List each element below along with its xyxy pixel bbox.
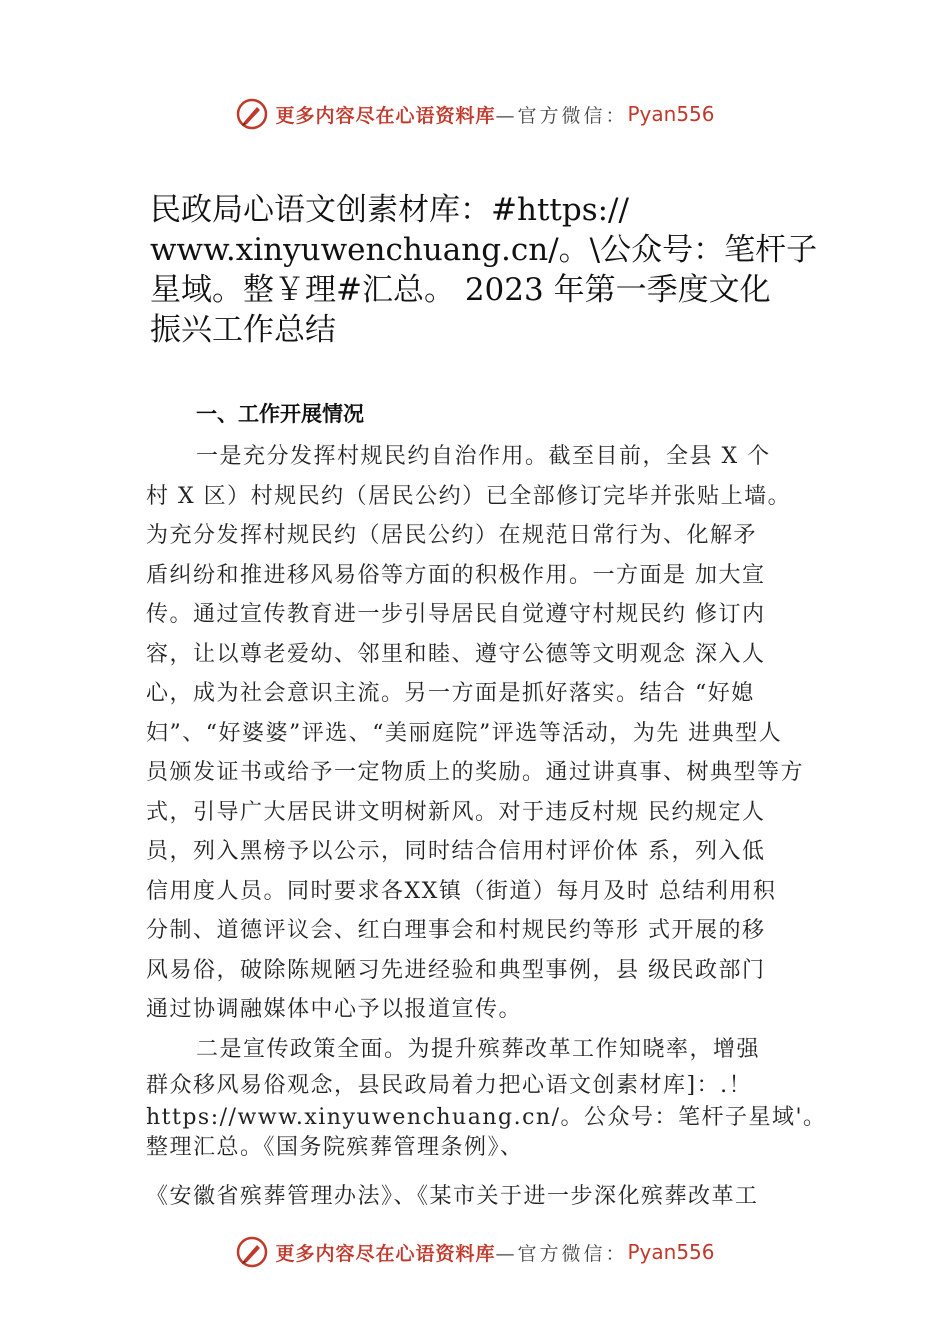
title-line: 星域。整￥理#汇总。 2023 年第一季度文化: [150, 272, 771, 308]
banner-text: 更多内容尽在心语资料库: [275, 1242, 496, 1265]
paragraph-line: 为充分发挥村规民约（居民公约）在规范日常行为、化解矛: [146, 523, 758, 548]
paragraph-line: 群众移风易俗观念，县民政局着力把心语文创素材库]：.！: [146, 1073, 753, 1098]
banner-text: 更多内容尽在心语资料库: [275, 104, 496, 127]
paragraph-line: 二是宣传政策全面。为提升殡葬改革工作知晓率，增强: [196, 1036, 761, 1062]
paragraph-line: 心，成为社会意识主流。另一方面是抓好落实。结合 “好媳: [146, 681, 755, 706]
footer-banner: [0, 1232, 950, 1272]
title-line: 振兴工作总结: [150, 312, 336, 348]
paragraph-line: 员颁发证书或给予一定物质上的奖励。通过讲真事、树典型等方: [146, 760, 805, 785]
document-title: [150, 190, 850, 350]
pen-logo-icon: [235, 97, 269, 131]
paragraph-line: 盾纠纷和推进移风易俗等方面的积极作用。一方面是 加大宣: [146, 562, 766, 588]
paragraph-line: 传。通过宣传教育进一步引导居民自觉遵守村规民约 修订内: [146, 602, 766, 627]
paragraph-line: 一是充分发挥村规民约自治作用。截至目前，全县 X 个: [196, 444, 771, 469]
banner-wechat-id: Pyan556: [627, 1240, 715, 1264]
banner-official-label: —官方微信：: [495, 104, 628, 127]
header-banner: [0, 94, 950, 134]
paragraph-line: 整理汇总。《国务院殡葬管理条例》、: [146, 1135, 524, 1160]
paragraph-line: 分制、道德评议会、红白理事会和村规民约等形 式开展的移: [146, 918, 766, 943]
title-line: 民政局心语文创素材库：#https://: [150, 192, 629, 228]
paragraph-line: 员，列入黑榜予以公示，同时结合信用村评价体 系，列入低: [146, 839, 766, 864]
paragraph-line: 妇”、“好婆婆”评选、“美丽庭院”评选等活动，为先 进典型人: [146, 720, 783, 746]
paragraph-line: 式，引导广大居民讲文明树新风。对于违反村规 民约规定人: [146, 799, 766, 825]
title-line: www.xinyuwenchuang.cn/。\公众号：笔杆子: [150, 232, 818, 268]
banner-wechat-id: Pyan556: [627, 102, 715, 126]
banner-official-label: —官方微信：: [495, 1242, 628, 1265]
body-text: [146, 437, 836, 1069]
section-heading: 一、工作开展情况: [196, 402, 364, 426]
paragraph-line: 村 X 区）村规民约（居民公约）已全部修订完毕并张贴上墙。: [146, 483, 792, 509]
paragraph-line: 风易俗，破除陈规陋习先进经验和典型事例，县 级民政部门: [146, 957, 766, 983]
paragraph-line: 信用度人员。同时要求各XX镇（街道）每月及时 总结利用积: [146, 878, 777, 904]
paragraph-line: https://www.xinyuwenchuang.cn/。公众号：笔杆子星域'。: [146, 1105, 827, 1130]
pen-logo-icon: [235, 1235, 269, 1269]
paragraph-line: 容，让以尊老爱幼、邻里和睦、遵守公德等文明观念 深入人: [146, 641, 766, 667]
paragraph-line: 通过协调融媒体中心予以报道宣传。: [146, 997, 523, 1022]
paragraph-line: 《安徽省殡葬管理办法》、《某市关于进一步深化殡葬改革工: [146, 1184, 759, 1209]
